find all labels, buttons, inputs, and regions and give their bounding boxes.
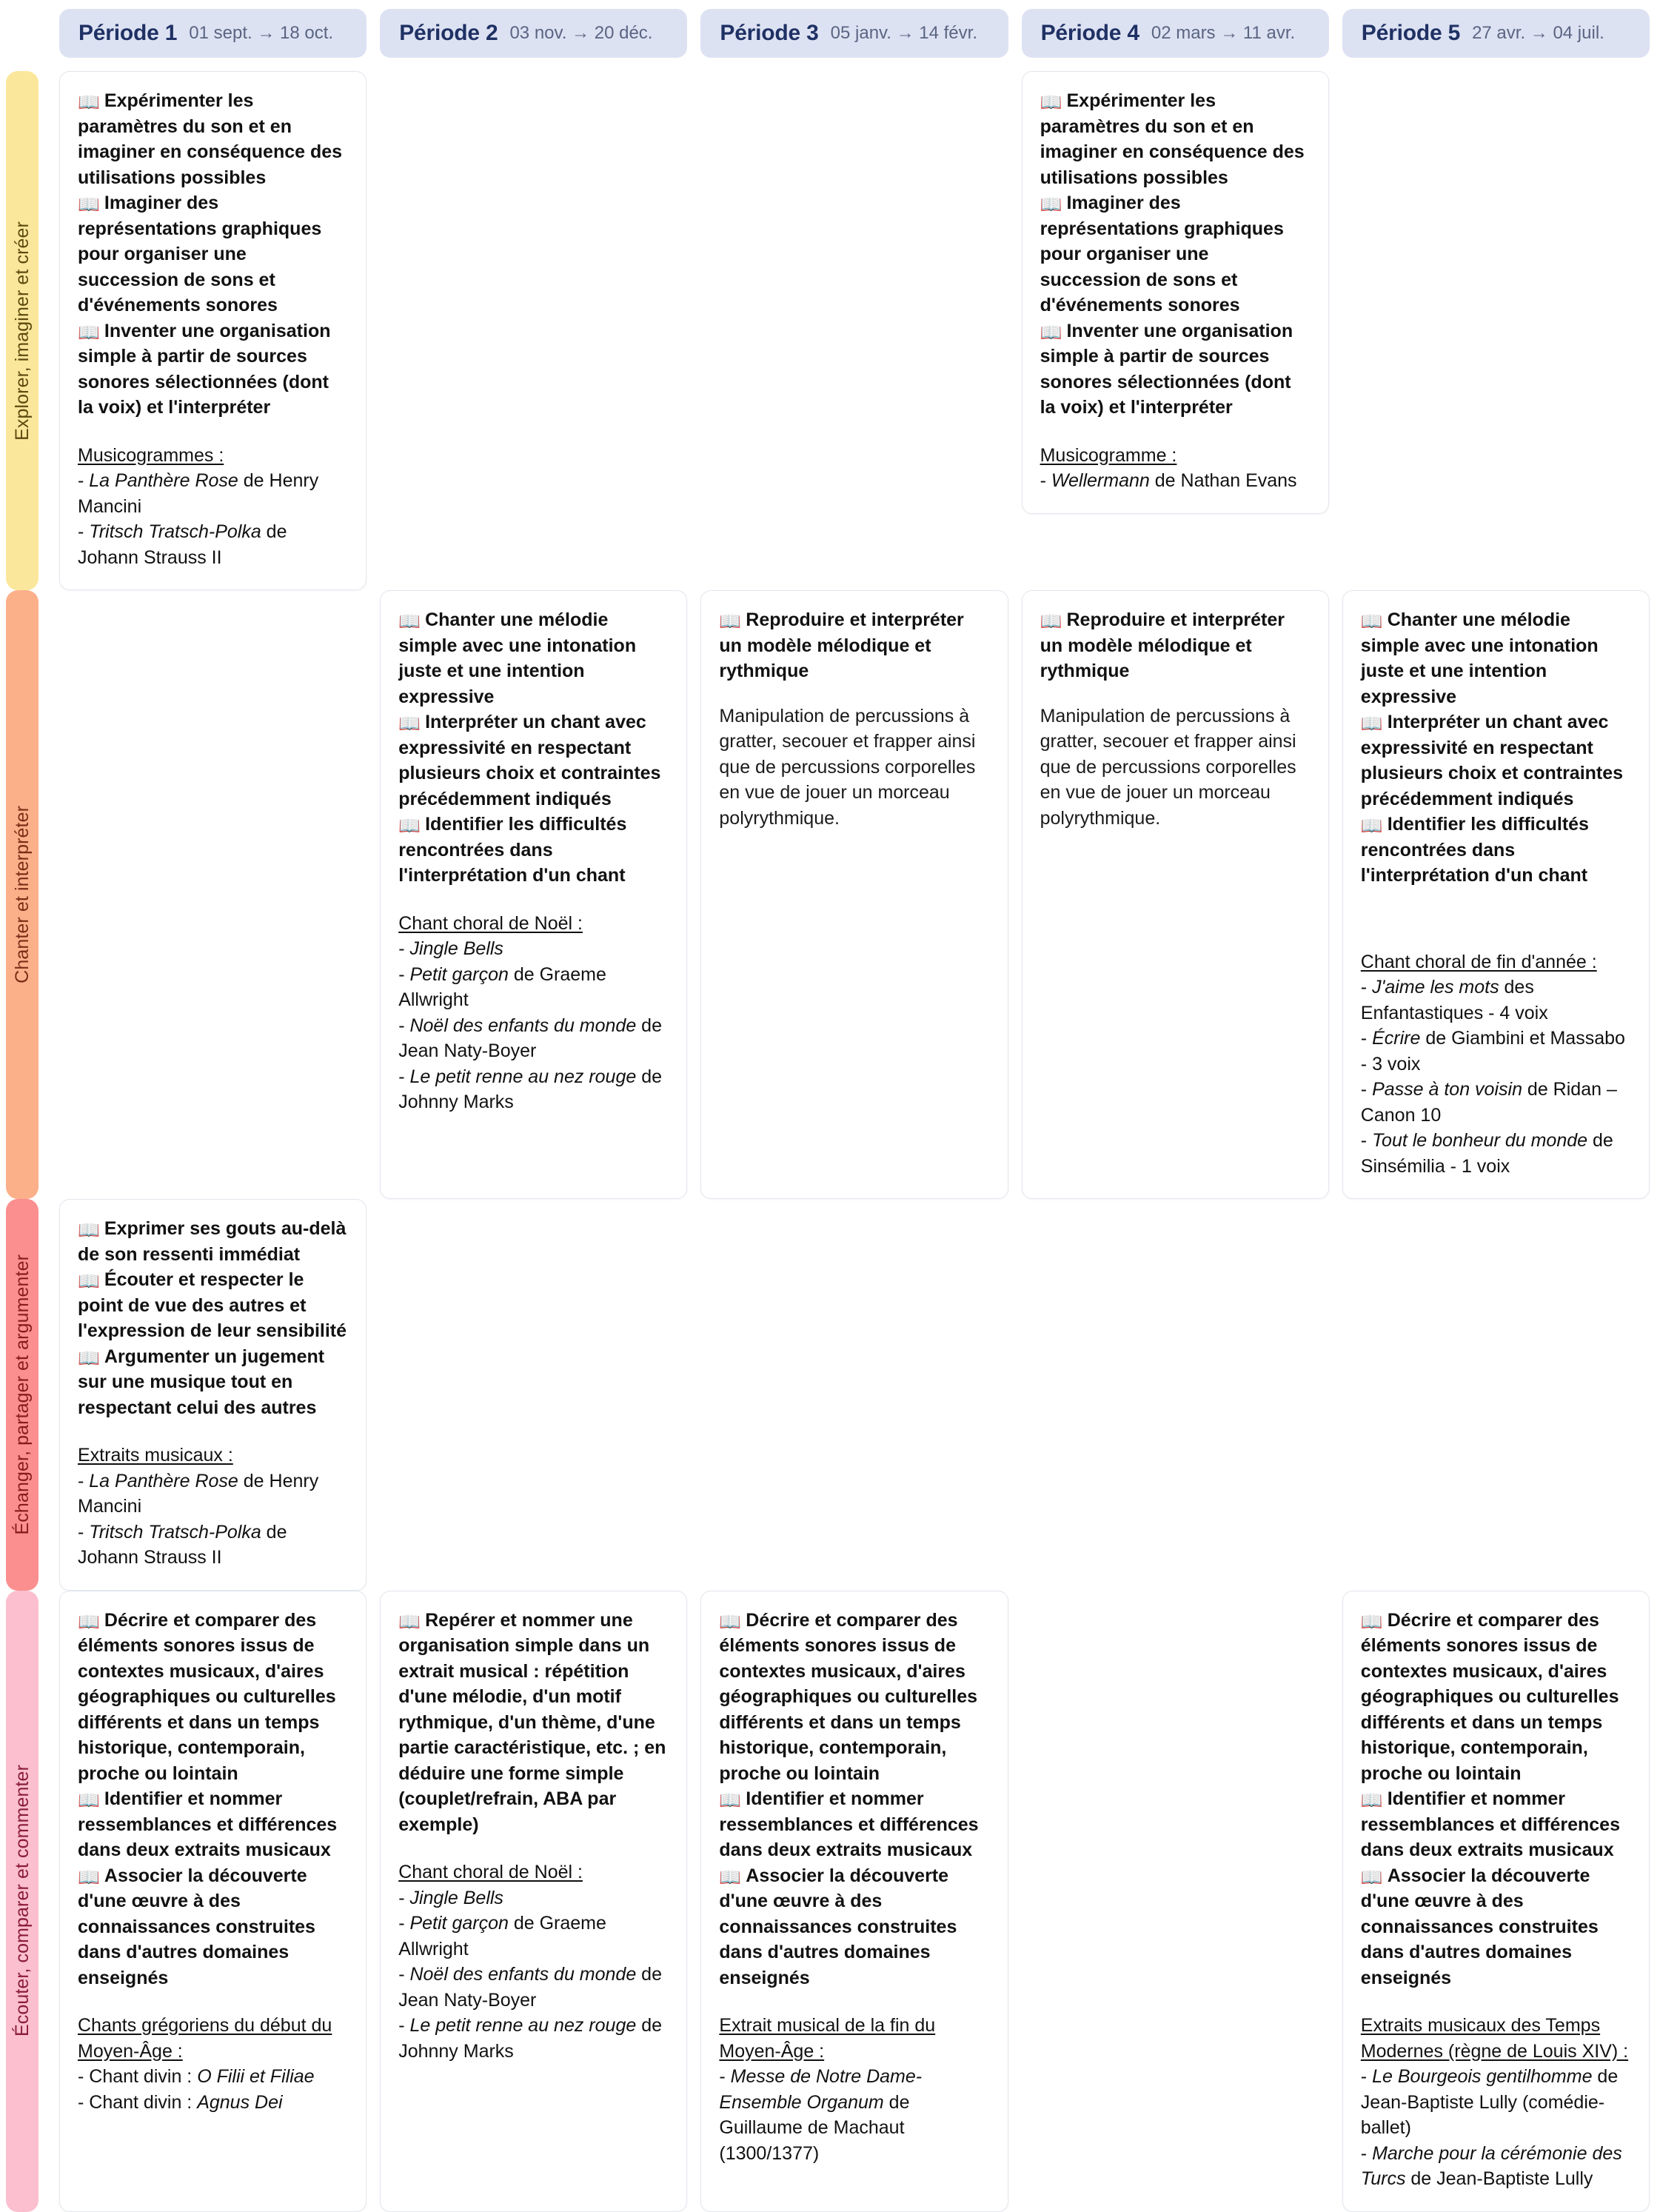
objective-card[interactable] bbox=[1022, 590, 1329, 1199]
objective-item: 📖 Écouter et respecter le point de vue des autres et l'expression de leur sensibilité bbox=[78, 1269, 347, 1341]
objective-card[interactable] bbox=[1342, 1591, 1650, 2212]
resource-item-title: Jingle Bells bbox=[409, 1887, 503, 1908]
objective-item: 📖 Décrire et comparer des éléments sonores issus de contextes musicaux, d'aires géographiques ou culturelles différents et dans un temps historique, contemporain, proche ou lointain bbox=[1360, 1609, 1619, 1784]
resource-item: - Le Bourgeois gentilhomme de Jean-Baptiste Lully (comédie-ballet) bbox=[1360, 2066, 1619, 2138]
objective-card[interactable] bbox=[700, 590, 1008, 1199]
period-header-3[interactable] bbox=[700, 9, 1008, 58]
resource-item-title: La Panthère Rose bbox=[89, 470, 238, 491]
book-icon: 📖 bbox=[1360, 1611, 1383, 1632]
book-icon: 📖 bbox=[78, 195, 100, 215]
period-header-5[interactable] bbox=[1342, 9, 1650, 58]
objective-item: 📖 Décrire et comparer des éléments sonores issus de contextes musicaux, d'aires géographiques ou culturelles différents et dans un temps historique, contemporain, proche ou lointain bbox=[78, 1609, 336, 1784]
resource-item-title: J'aime les mots bbox=[1372, 977, 1499, 998]
objective-item: 📖 Expérimenter les paramètres du son et en imaginer en conséquence des utilisations possibles bbox=[1040, 90, 1305, 188]
resource-item-title: Écrire bbox=[1372, 1028, 1421, 1049]
book-icon: 📖 bbox=[78, 1348, 100, 1369]
resource-block bbox=[1361, 2013, 1631, 2192]
period-title: Période 2 bbox=[399, 21, 498, 45]
book-icon: 📖 bbox=[78, 322, 100, 343]
cell-r1-p2 bbox=[380, 71, 687, 590]
period-header-1[interactable] bbox=[59, 9, 367, 58]
objective-item: 📖 Identifier et nommer ressemblances et différences dans deux extraits musicaux bbox=[719, 1788, 979, 1860]
cell-r2-p2 bbox=[380, 590, 687, 1199]
resource-item: - Le petit renne au nez rouge de Johnny Marks bbox=[398, 2015, 663, 2062]
resource-block bbox=[78, 443, 348, 571]
objective-item: 📖 Associer la découverte d'une œuvre à des connaissances construites dans d'autres domaines enseignés bbox=[1360, 1865, 1599, 1988]
resource-item: - Tritsch Tratsch-Polka de Johann Strauss II bbox=[78, 521, 287, 568]
resource-item: - Petit garçon de Graeme Allwright bbox=[398, 1913, 606, 1959]
cell-r2-p1 bbox=[59, 590, 367, 1199]
cell-r1-p1 bbox=[59, 71, 367, 590]
book-icon: 📖 bbox=[398, 612, 421, 632]
objective-item: 📖 Interpréter un chant avec expressivité en respectant plusieurs choix et contraintes précédemment indiqués bbox=[1360, 712, 1624, 809]
objective-card[interactable] bbox=[59, 1591, 367, 2212]
resource-item: - Wellermann de Nathan Evans bbox=[1040, 470, 1297, 491]
period-header-4[interactable] bbox=[1022, 9, 1329, 58]
activity-description: Manipulation de percussions à gratter, secouer et frapper ainsi que de percussions corporelles en vue de jouer un morceau polyrythmique. bbox=[719, 705, 976, 829]
resource-item-title: Petit garçon bbox=[409, 1913, 509, 1934]
domain-label-text: Explorer, imaginer et créer bbox=[11, 221, 33, 441]
cell-r4-p4 bbox=[1022, 1591, 1329, 2212]
book-icon: 📖 bbox=[78, 1791, 100, 1811]
cell-r4-p5 bbox=[1342, 1591, 1650, 2212]
book-icon: 📖 bbox=[398, 714, 421, 734]
objective-list bbox=[398, 1608, 669, 1838]
objective-list bbox=[1361, 1608, 1631, 1991]
book-icon: 📖 bbox=[1040, 93, 1062, 113]
resource-item: - Le petit renne au nez rouge de Johnny Marks bbox=[398, 1066, 663, 1112]
book-icon: 📖 bbox=[1040, 322, 1062, 343]
resource-title: Chant choral de Noël : bbox=[398, 912, 583, 934]
objective-item: 📖 Inventer une organisation simple à partir de sources sonores sélectionnées (dont la voix) et l'interpréter bbox=[1040, 320, 1293, 418]
cell-r1-p4 bbox=[1022, 71, 1329, 590]
period-title: Période 5 bbox=[1361, 21, 1461, 45]
resource-item: - Messe de Notre Dame-Ensemble Organum de Guillaume de Machaut (1300/1377) bbox=[719, 2066, 923, 2164]
header-corner-spacer bbox=[0, 9, 46, 71]
book-icon: 📖 bbox=[78, 93, 100, 113]
resource-block bbox=[78, 2013, 348, 2115]
domain-label-1 bbox=[6, 71, 39, 590]
resource-item-title: Tritsch Tratsch-Polka bbox=[89, 1521, 261, 1543]
resource-item: - Noël des enfants du monde de Jean Naty-Boyer bbox=[398, 1964, 662, 2011]
period-title: Période 4 bbox=[1040, 21, 1139, 45]
objective-item: 📖 Reproduire et interpréter un modèle mélodique et rythmique bbox=[719, 609, 964, 681]
objective-item: 📖 Expérimenter les paramètres du son et en imaginer en conséquence des utilisations possibles bbox=[78, 90, 343, 188]
objective-list bbox=[1040, 607, 1311, 684]
resource-title: Extrait musical de la fin du Moyen-Âge : bbox=[719, 2015, 936, 2062]
period-title: Période 3 bbox=[720, 21, 819, 45]
book-icon: 📖 bbox=[78, 1611, 100, 1632]
resource-title: Musicogrammes : bbox=[78, 444, 224, 466]
resource-item: - Jingle Bells bbox=[398, 1887, 503, 1908]
book-icon: 📖 bbox=[1360, 1791, 1383, 1811]
resource-item: - La Panthère Rose de Henry Mancini bbox=[78, 1470, 319, 1517]
resource-title: Chant choral de fin d'année : bbox=[1360, 951, 1597, 972]
objective-item: 📖 Imaginer des représentations graphiques pour organiser une succession de sons et d'événements sonores bbox=[1040, 193, 1284, 315]
objective-list bbox=[398, 607, 669, 889]
vertical-spacer bbox=[1361, 889, 1631, 927]
objective-item: 📖 Interpréter un chant avec expressivité en respectant plusieurs choix et contraintes précédemment indiqués bbox=[398, 712, 661, 809]
objective-item: 📖 Identifier les difficultés rencontrées dans l'interprétation d'un chant bbox=[1360, 814, 1589, 886]
resource-item-title: Petit garçon bbox=[409, 963, 509, 985]
period-dates: 03 nov. → 20 déc. bbox=[509, 23, 653, 43]
domain-label-text: Chanter et interpréter bbox=[11, 806, 33, 983]
domain-label-3 bbox=[6, 1199, 39, 1591]
objective-item: 📖 Identifier et nommer ressemblances et différences dans deux extraits musicaux bbox=[78, 1788, 338, 1860]
objective-card[interactable] bbox=[1342, 590, 1650, 1199]
resource-item: - Noël des enfants du monde de Jean Naty-Boyer bbox=[398, 1015, 662, 1061]
domain-label-text: Écouter, comparer et commenter bbox=[11, 1765, 33, 2037]
resource-title: Extraits musicaux : bbox=[78, 1445, 233, 1466]
period-header-2[interactable] bbox=[380, 9, 687, 58]
objective-item: 📖 Décrire et comparer des éléments sonores issus de contextes musicaux, d'aires géographiques ou culturelles différents et dans un temps historique, contemporain, proche ou lointain bbox=[719, 1609, 978, 1784]
objective-item: 📖 Inventer une organisation simple à partir de sources sonores sélectionnées (dont la voix) et l'interpréter bbox=[78, 320, 331, 418]
resource-title: Musicogramme : bbox=[1040, 444, 1177, 466]
cell-r3-p3 bbox=[700, 1199, 1008, 1591]
objective-card[interactable] bbox=[59, 1199, 367, 1591]
resource-block bbox=[398, 1860, 669, 2064]
objective-list bbox=[78, 88, 348, 421]
cell-r2-p5 bbox=[1342, 590, 1650, 1199]
period-title: Période 1 bbox=[78, 21, 178, 45]
book-icon: 📖 bbox=[719, 1791, 742, 1811]
objective-item: 📖 Chanter une mélodie simple avec une intonation juste et une intention expressive bbox=[398, 609, 637, 707]
resource-block bbox=[1361, 949, 1631, 1180]
resource-item-title: Le petit renne au nez rouge bbox=[409, 2015, 637, 2036]
resource-item: - Chant divin : O Filii et Filiae bbox=[78, 2066, 315, 2087]
period-dates: 05 janv. → 14 févr. bbox=[830, 23, 977, 43]
cell-r3-p4 bbox=[1022, 1199, 1329, 1591]
objective-item: 📖 Repérer et nommer une organisation simple dans un extrait musical : répétition d'une mélodie, d'un motif rythmique, d'un thème, d'une partie caractéristique, etc. ; en déduire une forme simple (couplet/refrain, ABA par exemple) bbox=[398, 1609, 666, 1835]
period-dates: 27 avr. → 04 juil. bbox=[1472, 23, 1604, 43]
book-icon: 📖 bbox=[1360, 816, 1383, 836]
domain-label-2 bbox=[6, 590, 39, 1199]
book-icon: 📖 bbox=[1360, 612, 1383, 632]
resource-item-title: Le petit renne au nez rouge bbox=[409, 1066, 637, 1087]
objective-item: 📖 Exprimer ses gouts au-delà de son ressenti immédiat bbox=[78, 1218, 347, 1265]
resource-block bbox=[719, 2013, 989, 2166]
resource-item-title: Wellermann bbox=[1051, 470, 1150, 491]
resource-item-title: Noël des enfants du monde bbox=[409, 1964, 637, 1985]
resource-item: - Petit garçon de Graeme Allwright bbox=[398, 963, 606, 1010]
book-icon: 📖 bbox=[1040, 195, 1062, 215]
resource-item-title: Tritsch Tratsch-Polka bbox=[89, 521, 261, 542]
period-dates: 02 mars → 11 avr. bbox=[1151, 23, 1296, 43]
book-icon: 📖 bbox=[719, 1611, 742, 1632]
resource-item-title: O Filii et Filiae bbox=[197, 2066, 315, 2087]
objective-card[interactable] bbox=[700, 1591, 1008, 2212]
resource-item: - J'aime les mots des Enfantastiques - 4 voix bbox=[1360, 977, 1548, 1023]
book-icon: 📖 bbox=[1360, 1867, 1383, 1888]
objective-list bbox=[1040, 88, 1311, 421]
domain-label-text: Échanger, partager et argumenter bbox=[11, 1254, 33, 1535]
cell-r3-p2 bbox=[380, 1199, 687, 1591]
resource-item-title: Le Bourgeois gentilhomme bbox=[1372, 2066, 1593, 2087]
objective-list bbox=[78, 1216, 348, 1420]
resource-item: - Tritsch Tratsch-Polka de Johann Strauss II bbox=[78, 1521, 287, 1568]
resource-item-title: Marche pour la cérémonie des Turcs bbox=[1360, 2142, 1622, 2189]
resource-item: - Marche pour la cérémonie des Turcs de Jean-Baptiste Lully bbox=[1360, 2142, 1622, 2189]
resource-item: - La Panthère Rose de Henry Mancini bbox=[78, 470, 319, 517]
book-icon: 📖 bbox=[78, 1272, 100, 1292]
cell-r4-p2 bbox=[380, 1591, 687, 2212]
book-icon: 📖 bbox=[719, 612, 742, 632]
objective-list bbox=[78, 1608, 348, 1991]
activity-description: Manipulation de percussions à gratter, secouer et frapper ainsi que de percussions corporelles en vue de jouer un morceau polyrythmique. bbox=[1040, 705, 1296, 829]
objective-item: 📖 Argumenter un jugement sur une musique tout en respectant celui des autres bbox=[78, 1346, 325, 1418]
objective-card[interactable] bbox=[380, 590, 687, 1199]
domain-label-4 bbox=[6, 1591, 39, 2212]
resource-block bbox=[1040, 443, 1311, 494]
resource-item: - Passe à ton voisin de Ridan – Canon 10 bbox=[1360, 1079, 1617, 1126]
objective-card[interactable] bbox=[1022, 71, 1329, 514]
objective-card[interactable] bbox=[59, 71, 367, 590]
resource-item-title: Passe à ton voisin bbox=[1372, 1079, 1522, 1100]
cell-r2-p4 bbox=[1022, 590, 1329, 1199]
resource-item-title: Noël des enfants du monde bbox=[409, 1015, 637, 1036]
resource-title: Extraits musicaux des Temps Modernes (règne de Louis XIV) : bbox=[1360, 2015, 1629, 2062]
objective-item: 📖 Chanter une mélodie simple avec une intonation juste et une intention expressive bbox=[1360, 609, 1599, 707]
book-icon: 📖 bbox=[1040, 612, 1062, 632]
book-icon: 📖 bbox=[78, 1220, 100, 1240]
resource-item-title: Jingle Bells bbox=[409, 938, 503, 959]
resource-title: Chants grégoriens du début du Moyen-Âge : bbox=[78, 2015, 332, 2062]
resource-item: - Chant divin : Agnus Dei bbox=[78, 2091, 283, 2113]
resource-item-title: La Panthère Rose bbox=[89, 1470, 238, 1491]
book-icon: 📖 bbox=[398, 816, 421, 836]
resource-item: - Tout le bonheur du monde de Sinsémilia - 1 voix bbox=[1360, 1130, 1613, 1177]
cell-r3-p1 bbox=[59, 1199, 367, 1591]
period-dates: 01 sept. → 18 oct. bbox=[189, 23, 334, 43]
book-icon: 📖 bbox=[719, 1867, 742, 1888]
cell-r3-p5 bbox=[1342, 1199, 1650, 1591]
cell-r1-p3 bbox=[700, 71, 1008, 590]
book-icon: 📖 bbox=[78, 1867, 100, 1888]
resource-item: - Écrire de Giambini et Massabo - 3 voix bbox=[1360, 1028, 1625, 1075]
cell-r2-p3 bbox=[700, 590, 1008, 1199]
resource-item-title: Tout le bonheur du monde bbox=[1372, 1130, 1588, 1151]
resource-block bbox=[78, 1443, 348, 1571]
objective-item: 📖 Identifier et nommer ressemblances et différences dans deux extraits musicaux bbox=[1360, 1788, 1620, 1860]
objective-item: 📖 Associer la découverte d'une œuvre à des connaissances construites dans d'autres domaines enseignés bbox=[719, 1865, 957, 1988]
resource-title: Chant choral de Noël : bbox=[398, 1862, 583, 1882]
cell-r4-p1 bbox=[59, 1591, 367, 2212]
cell-r4-p3 bbox=[700, 1591, 1008, 2212]
resource-item-title: Messe de Notre Dame-Ensemble Organum bbox=[719, 2066, 923, 2113]
resource-block bbox=[398, 911, 669, 1115]
objective-item: 📖 Reproduire et interpréter un modèle mélodique et rythmique bbox=[1040, 609, 1285, 681]
objective-list bbox=[719, 1608, 989, 1991]
objective-card[interactable] bbox=[380, 1591, 687, 2212]
objective-list bbox=[1361, 607, 1631, 889]
book-icon: 📖 bbox=[398, 1611, 421, 1632]
cell-r1-p5 bbox=[1342, 71, 1650, 590]
objective-item: 📖 Imaginer des représentations graphiques pour organiser une succession de sons et d'événements sonores bbox=[78, 193, 322, 315]
objective-item: 📖 Associer la découverte d'une œuvre à des connaissances construites dans d'autres domaines enseignés bbox=[78, 1865, 315, 1988]
objective-list bbox=[719, 607, 989, 684]
resource-item: - Jingle Bells bbox=[398, 938, 503, 959]
objective-item: 📖 Identifier les difficultés rencontrées dans l'interprétation d'un chant bbox=[398, 814, 627, 886]
resource-item-title: Agnus Dei bbox=[197, 2091, 283, 2113]
book-icon: 📖 bbox=[1360, 714, 1383, 734]
